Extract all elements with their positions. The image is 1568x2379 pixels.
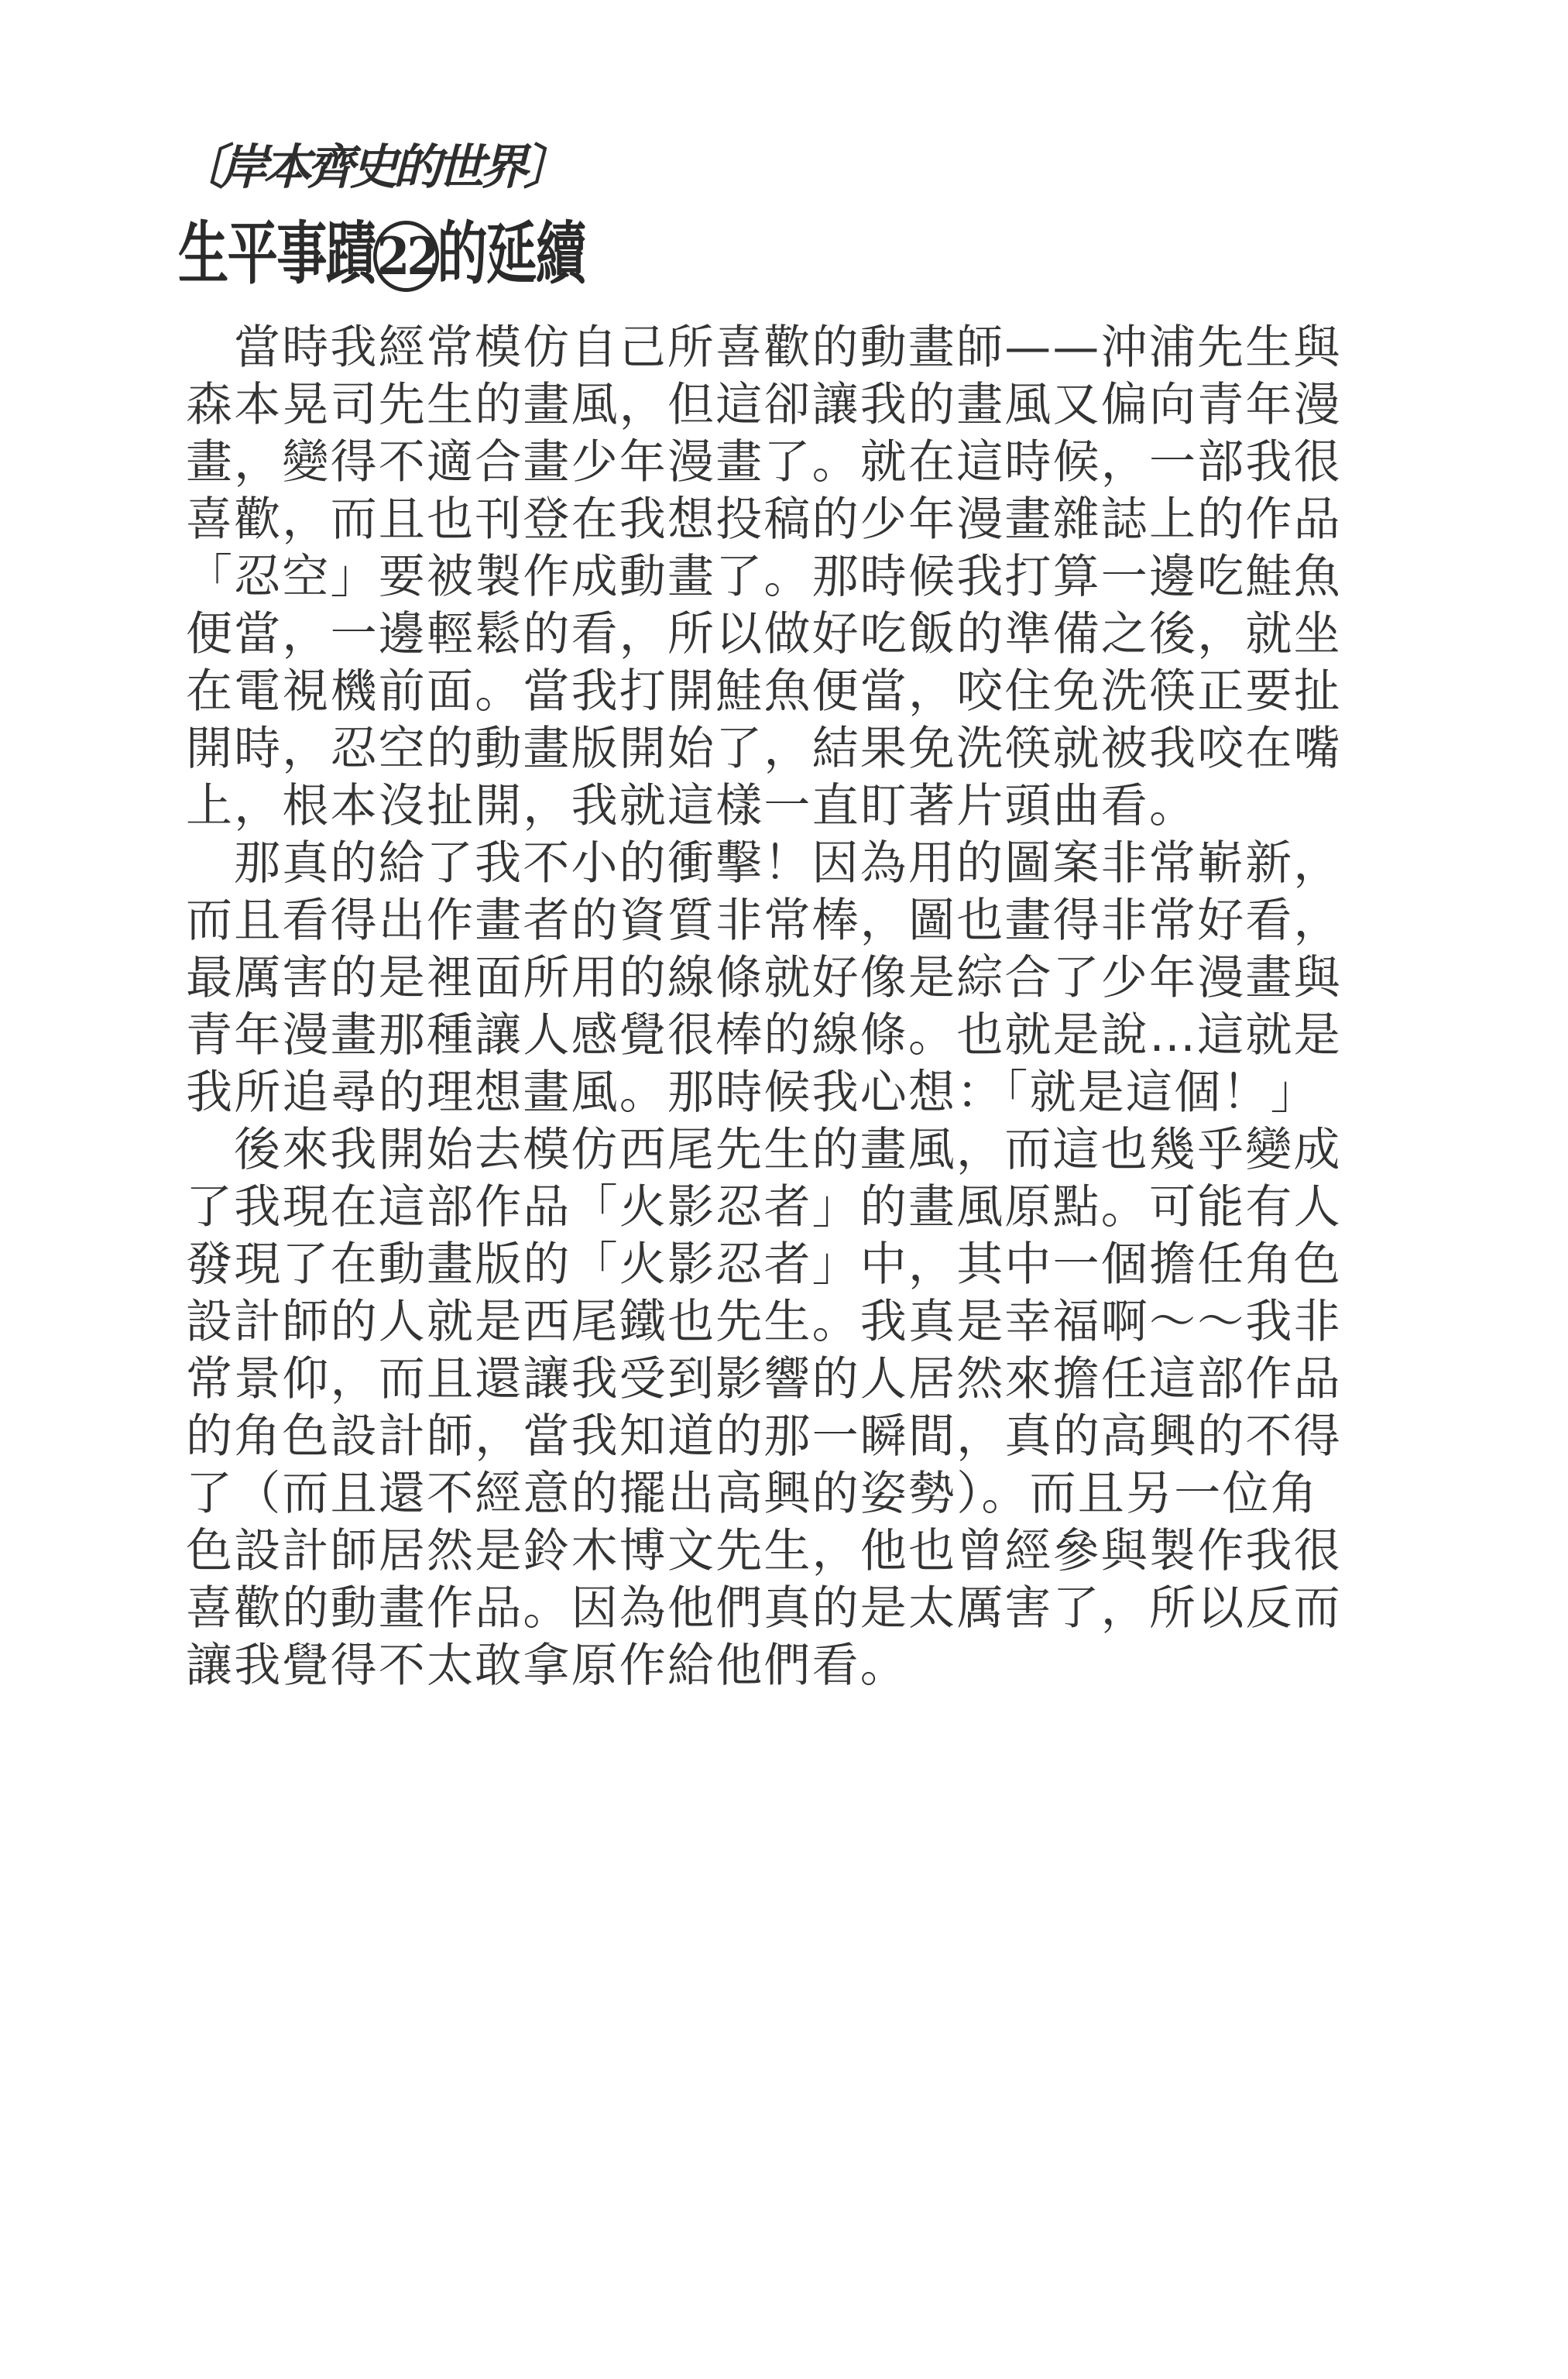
- body-text: [186, 319, 1409, 1694]
- text-line: 了我現在這部作品「火影忍者」的畫風原點。可能有人: [186, 1180, 1342, 1234]
- text-line: 開時，忍空的動畫版開始了，結果免洗筷就被我咬在嘴: [186, 722, 1342, 776]
- text-line: 森本晃司先生的畫風，但這卻讓我的畫風又偏向青年漫: [186, 378, 1342, 432]
- article-title: [178, 214, 585, 294]
- series-label: 〔岸本齊史的世界〕: [177, 139, 568, 195]
- text-line: 而且看得出作畫者的資質非常棒，圖也畫得非常好看，: [186, 894, 1342, 948]
- text-line: 讓我覺得不太敢拿原作給他們看。: [186, 1639, 908, 1693]
- text-line: 在電視機前面。當我打開鮭魚便當，咬住免洗筷正要扯: [186, 664, 1342, 719]
- text-line: 畫，變得不適合畫少年漫畫了。就在這時候，一部我很: [186, 435, 1342, 489]
- text-line: 後來我開始去模仿西尾先生的畫風，而這也幾乎變成: [234, 1123, 1342, 1177]
- text-line: 喜歡的動畫作品。因為他們真的是太厲害了，所以反而: [186, 1581, 1342, 1636]
- text-line: 青年漫畫那種讓人感覺很棒的線條。也就是說…這就是: [186, 1008, 1342, 1062]
- text-line: 發現了在動畫版的「火影忍者」中，其中一個擔任角色: [186, 1238, 1342, 1292]
- text-line: 當時我經常模仿自己所喜歡的動畫師——沖浦先生與: [234, 321, 1342, 375]
- text-line: 便當，一邊輕鬆的看，所以做好吃飯的準備之後，就坐: [186, 607, 1342, 661]
- circled-number-badge: 22: [373, 221, 439, 292]
- text-line: 那真的給了我不小的衝擊！因為用的圖案非常嶄新，: [234, 836, 1342, 891]
- title-suffix: 的延續: [437, 214, 585, 294]
- text-line: 常景仰，而且還讓我受到影響的人居然來擔任這部作品: [186, 1352, 1342, 1406]
- text-line: 設計師的人就是西尾鐵也先生。我真是幸福啊～～我非: [186, 1295, 1342, 1349]
- title-prefix: 生平事蹟: [178, 214, 376, 294]
- text-line: 的角色設計師，當我知道的那一瞬間，真的高興的不得: [186, 1409, 1342, 1464]
- text-line: 我所追尋的理想畫風。那時候我心想：「就是這個！」: [186, 1066, 1319, 1120]
- text-line: 喜歡，而且也刊登在我想投稿的少年漫畫雜誌上的作品: [186, 493, 1342, 547]
- text-line: 最厲害的是裡面所用的線條就好像是綜合了少年漫畫與: [186, 951, 1342, 1005]
- text-line: 上，根本沒扯開，我就這樣一直盯著片頭曲看。: [186, 779, 1198, 833]
- text-line: 了（而且還不經意的擺出高興的姿勢）。而且另一位角: [186, 1467, 1319, 1521]
- text-line: 「忍空」要被製作成動畫了。那時候我打算一邊吃鮭魚: [186, 550, 1342, 604]
- text-line: 色設計師居然是鈴木博文先生，他也曾經參與製作我很: [186, 1524, 1342, 1578]
